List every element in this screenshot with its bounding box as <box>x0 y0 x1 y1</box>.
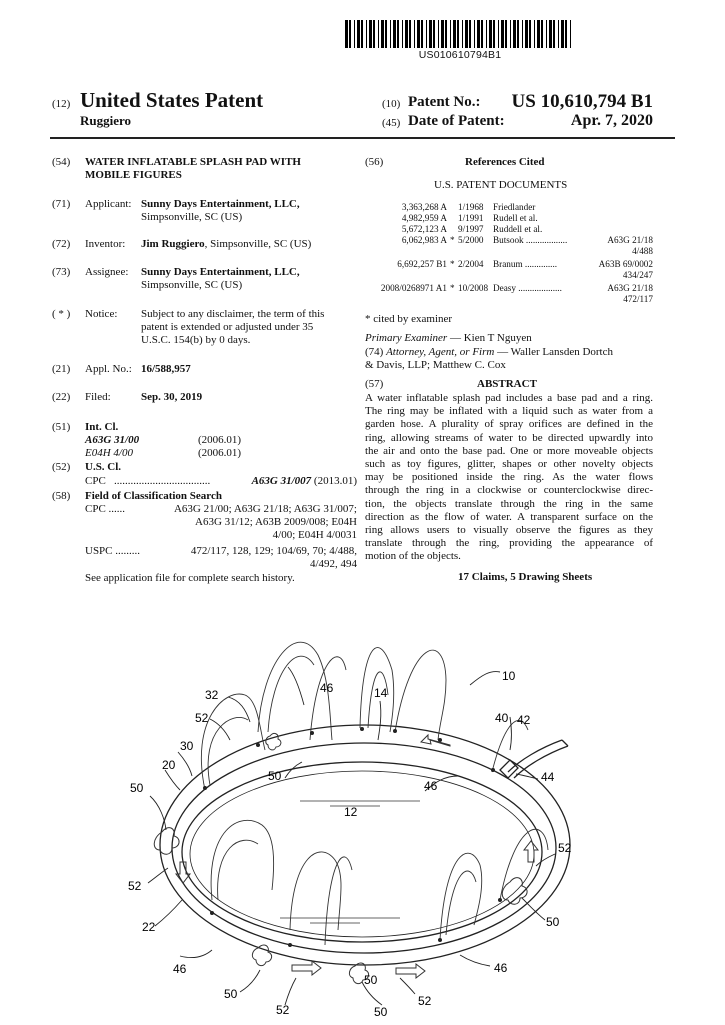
inventor-name: Jim Ruggiero <box>141 238 205 250</box>
notice-line-2: patent is extended or adjusted under 35 <box>141 321 314 333</box>
orifice <box>310 731 314 735</box>
ref-number: 2008/0268971 A1 <box>380 283 447 293</box>
ref-date: 1/1991 <box>458 213 484 223</box>
barcode-bar <box>549 20 552 48</box>
label-50: 50 <box>374 1005 388 1019</box>
barcode-bar <box>441 20 444 48</box>
orifice <box>498 898 502 902</box>
abstract-code: (57) <box>365 378 384 390</box>
attorney-line-2: & Davis, LLP; Matthew C. Cox <box>365 359 506 371</box>
label-50: 50 <box>224 987 238 1001</box>
orifice <box>393 729 397 733</box>
barcode-bar <box>354 20 355 48</box>
water-stream <box>325 857 352 945</box>
ref-number: 4,982,959 A <box>401 213 447 223</box>
label-52: 52 <box>276 1003 290 1017</box>
ref-class-secondary: 4/488 <box>632 246 653 256</box>
field-cpc-label: CPC ...... <box>85 503 126 515</box>
notice-label: Notice: <box>85 308 118 320</box>
notice-line-3: U.S.C. 154(b) by 0 days. <box>141 334 251 346</box>
ref-class: A63G 21/18 <box>607 283 653 293</box>
barcode-bar <box>417 20 420 48</box>
barcode-bar <box>486 20 487 48</box>
ref-date: 10/2008 <box>458 283 489 293</box>
barcode-bar <box>373 20 375 48</box>
barcode-bar <box>546 20 547 48</box>
label-52: 52 <box>418 994 432 1008</box>
label-10: 10 <box>502 669 516 683</box>
flow-arrow <box>176 862 190 883</box>
barcode-bar <box>349 20 351 48</box>
barcode-bar <box>366 20 367 48</box>
references-code: (56) <box>365 156 384 168</box>
barcode-bar <box>429 20 432 48</box>
barcode-bar <box>561 20 564 48</box>
abstract-line: direction as the flow of water. A transparent surface on the <box>365 510 653 523</box>
applicant-label: Applicant: <box>85 198 132 210</box>
primary-examiner <box>365 332 532 345</box>
us-cl-label: U.S. Cl. <box>85 461 122 473</box>
abstract-title: ABSTRACT <box>477 378 537 390</box>
abstract-line: through the ring in a clockwise or counterclockwise direc- <box>365 484 653 497</box>
claims-summary: 17 Claims, 5 Drawing Sheets <box>458 571 593 583</box>
water-stream <box>208 718 248 785</box>
applicant-code: (71) <box>52 198 71 210</box>
barcode-bar <box>445 20 447 48</box>
ref-date: 5/2000 <box>458 235 484 245</box>
abstract-line: tion, the objects translate through the ring in the same <box>365 497 653 510</box>
barcode-bar <box>498 20 499 48</box>
field-uspc-label: USPC ......... <box>85 545 141 557</box>
barcode-bar <box>565 20 567 48</box>
label-30: 30 <box>180 739 194 753</box>
water-stream <box>268 656 314 732</box>
field-uspc-line-1: 472/117, 128, 129; 104/69, 70; 4/488, <box>190 545 357 557</box>
label-46: 46 <box>320 681 334 695</box>
ref-name: Branum .............. <box>493 259 558 269</box>
label-22: 22 <box>142 920 156 934</box>
label-44: 44 <box>541 770 555 784</box>
barcode-bar <box>505 20 507 48</box>
patent-number: US 10,610,794 B1 <box>511 91 653 112</box>
barcode-bar <box>438 20 439 48</box>
barcode-bar <box>469 20 471 48</box>
barcode-bar <box>525 20 528 48</box>
us-cl-entry <box>252 475 357 488</box>
barcode-bar <box>361 20 363 48</box>
spray-orifices <box>203 727 502 947</box>
cited-by-examiner: * cited by examiner <box>365 313 453 325</box>
header-rule <box>50 137 675 139</box>
barcode-bar <box>534 20 535 48</box>
title-line-2: MOBILE FIGURES <box>85 169 182 181</box>
applicant-location: Simpsonville, SC (US) <box>141 211 243 223</box>
label-50: 50 <box>268 769 282 783</box>
int-cl-label: Int. Cl. <box>85 421 119 433</box>
ref-date: 1/1968 <box>458 202 484 212</box>
us-cl-value: A63G 31/007 <box>251 475 312 487</box>
barcode-bar <box>390 20 391 48</box>
flow-arrow <box>292 961 321 975</box>
label-40: 40 <box>495 711 509 725</box>
filed-date: Sep. 30, 2019 <box>141 391 203 403</box>
barcode-bar <box>381 20 384 48</box>
field-uspc-line-2: 4/492, 494 <box>309 558 357 570</box>
ref-class-secondary: 472/117 <box>623 294 653 304</box>
barcode-bar <box>553 20 555 48</box>
title-line-1: WATER INFLATABLE SPLASH PAD WITH <box>85 156 301 168</box>
barcode-bar <box>369 20 372 48</box>
int-cl-version: (2006.01) <box>198 447 242 459</box>
inventor-location: , Simpsonville, SC (US) <box>204 238 312 250</box>
label-14: 14 <box>374 686 388 700</box>
barcode-number: US010610794B1 <box>418 49 502 61</box>
abstract-line: may be positioned inside the ring. As the water flows <box>365 471 653 484</box>
inventor-entry <box>141 238 311 251</box>
barcode-bar <box>501 20 504 48</box>
ref-class: A63G 21/18 <box>607 235 653 245</box>
abstract-line: A water inflatable splash pad includes a base pad and a ring. <box>365 392 653 404</box>
ref-star: * <box>450 283 455 293</box>
barcode-bar <box>426 20 427 48</box>
orifice <box>491 768 495 772</box>
barcode-bar <box>513 20 516 48</box>
label-52: 52 <box>128 879 142 893</box>
barcode-bar <box>493 20 495 48</box>
label-46: 46 <box>494 961 508 975</box>
label-50: 50 <box>130 781 144 795</box>
abstract-line: the air and onto the base pad. One or more moveable objects <box>365 444 653 457</box>
filed-code: (22) <box>52 391 71 403</box>
label-50: 50 <box>546 915 560 929</box>
barcode-bar <box>529 20 531 48</box>
us-cl-code: (52) <box>52 461 71 473</box>
barcode-bar <box>481 20 483 48</box>
orifice <box>360 727 364 731</box>
inventor-code: (72) <box>52 238 71 250</box>
barcode-bar <box>558 20 559 48</box>
label-52: 52 <box>558 841 572 855</box>
references-subtitle: U.S. PATENT DOCUMENTS <box>434 179 568 191</box>
orifice <box>256 743 260 747</box>
label-52: 52 <box>195 711 209 725</box>
attorney-line-1: — Waller Lansden Dortch <box>497 346 613 358</box>
barcode-bar <box>517 20 519 48</box>
date-code: (45) <box>382 117 401 129</box>
doc-code: (12) <box>52 98 71 110</box>
abstract-line: translate through the ring, providing the appearance of <box>365 537 653 550</box>
int-cl-class: E04H 4/00 <box>85 447 133 459</box>
field-cpc-line-3: 4/00; E04H 4/0031 <box>272 529 357 541</box>
barcode-bar <box>450 20 451 48</box>
barcode-bar <box>393 20 396 48</box>
barcode-bar <box>405 20 408 48</box>
water-surface-lines <box>280 801 420 923</box>
abstract-line: motion of the objects. <box>365 550 461 563</box>
appl-number: 16/588,957 <box>141 363 191 375</box>
assignee-location: Simpsonville, SC (US) <box>141 279 243 291</box>
patent-no-label: Patent No.: <box>408 94 481 110</box>
barcode-bar <box>465 20 468 48</box>
primary-examiner-name: — Kien T Nguyen <box>449 332 532 344</box>
field-cpc-line-1: A63G 21/00; A63G 21/18; A63G 31/007; <box>173 503 357 515</box>
label-20: 20 <box>162 758 176 772</box>
assignee-name: Sunny Days Entertainment, LLC, <box>141 266 300 278</box>
us-cl-dots: ................................... <box>114 475 211 487</box>
notice-line-1: Subject to any disclaimer, the term of this <box>141 308 325 320</box>
flow-arrow <box>396 964 425 978</box>
patent-no-code: (10) <box>382 98 401 110</box>
barcode-bar <box>402 20 403 48</box>
ref-date: 9/1997 <box>458 224 484 234</box>
us-cl-year: (2013.01) <box>313 475 357 487</box>
abstract-line: garden hose. A plurality of spray orifices are defined in the <box>365 418 653 431</box>
base-pad <box>190 771 534 937</box>
label-32: 32 <box>205 688 219 702</box>
leader-lines <box>148 667 555 1005</box>
int-cl-code: (51) <box>52 421 71 433</box>
barcode-bar <box>345 20 348 48</box>
barcode-bar <box>537 20 540 48</box>
ref-name: Ruddell et al. <box>493 224 543 234</box>
abstract-line: ring allows users to visually observe the figures as they <box>365 524 653 537</box>
label-50: 50 <box>364 973 378 987</box>
inventor-label: Inventor: <box>85 238 126 250</box>
hose <box>508 740 562 772</box>
abstract-line: such as toy figures, glitter, shapes or other novelty objects <box>365 458 653 471</box>
water-stream <box>218 840 258 900</box>
label-46: 46 <box>173 962 187 976</box>
abstract-line: The ring may be inflated with a liquid such as water from a <box>365 405 653 418</box>
barcode-bar <box>522 20 523 48</box>
references-title: References Cited <box>465 156 545 168</box>
ref-star: * <box>450 259 455 269</box>
barcode-bar <box>385 20 387 48</box>
abstract-text <box>365 392 653 564</box>
ref-name: Friedlander <box>493 202 536 212</box>
attorney-label: Attorney, Agent, or Firm <box>386 346 495 358</box>
barcode-bar <box>409 20 411 48</box>
orifice <box>203 786 207 790</box>
hose-end <box>562 740 568 746</box>
barcode-bar <box>433 20 435 48</box>
inventor-surname: Ruggiero <box>80 113 132 128</box>
patent-drawing <box>0 600 725 1025</box>
orifice <box>438 938 442 942</box>
barcode-bar <box>570 20 571 48</box>
barcode-bar <box>414 20 415 48</box>
ref-name: Rudell et al. <box>493 213 538 223</box>
field-cpc-line-2: A63G 31/12; A63B 2009/008; E04H <box>195 516 357 528</box>
us-cl-cpc-label: CPC <box>85 475 106 487</box>
primary-examiner-label: Primary Examiner <box>365 332 448 344</box>
ref-number: 5,672,123 A <box>401 224 447 234</box>
ring-inner <box>182 762 542 942</box>
appl-code: (21) <box>52 363 71 375</box>
barcode-bar <box>462 20 463 48</box>
barcode-bar <box>453 20 456 48</box>
barcode-bar <box>457 20 459 48</box>
ref-name: Deasy ................... <box>493 283 562 293</box>
barcode-bar <box>378 20 379 48</box>
abstract-line: ring, allowing streams of water to be directed upwardly into <box>365 431 653 444</box>
ref-number: 6,692,257 B1 <box>397 259 447 269</box>
applicant-name: Sunny Days Entertainment, LLC, <box>141 198 300 210</box>
label-46: 46 <box>424 779 438 793</box>
flow-arrow <box>524 841 538 862</box>
label-12: 12 <box>344 805 358 819</box>
ref-class-secondary: 434/247 <box>622 270 653 280</box>
ref-number: 6,062,983 A <box>401 235 447 245</box>
barcode-bar <box>541 20 543 48</box>
field-code: (58) <box>52 490 71 502</box>
int-cl-version: (2006.01) <box>198 434 242 446</box>
notice-code: ( * ) <box>52 308 71 320</box>
doc-type: United States Patent <box>80 88 264 112</box>
barcode-bar <box>510 20 511 48</box>
barcode <box>345 20 575 48</box>
barcode-bar <box>397 20 399 48</box>
mobile-figure <box>154 828 179 855</box>
orifice <box>288 943 292 947</box>
ref-number: 3,363,268 A <box>401 202 447 212</box>
water-stream <box>492 720 528 772</box>
label-42: 42 <box>517 713 531 727</box>
field-label: Field of Classification Search <box>85 490 222 502</box>
ref-star: * <box>450 235 455 245</box>
int-cl-class: A63G 31/00 <box>85 434 140 446</box>
flow-arrow <box>421 735 450 746</box>
water-stream <box>211 820 274 900</box>
barcode-bar <box>489 20 492 48</box>
barcode-bar <box>421 20 423 48</box>
title-code: (54) <box>52 156 71 168</box>
ref-date: 2/2004 <box>458 259 484 269</box>
patent-date: Apr. 7, 2020 <box>570 112 653 129</box>
orifice <box>210 911 214 915</box>
barcode-bar <box>474 20 475 48</box>
field-see-note: See application file for complete search history. <box>85 572 295 584</box>
ref-class: A63B 69/0002 <box>598 259 653 269</box>
filed-label: Filed: <box>85 391 111 403</box>
water-stream <box>201 694 265 790</box>
date-label: Date of Patent: <box>408 113 505 129</box>
appl-label: Appl. No.: <box>85 363 132 375</box>
assignee-code: (73) <box>52 266 71 278</box>
ref-name: Butsook .................. <box>493 235 568 245</box>
attorney-code: (74) <box>365 346 384 358</box>
assignee-label: Assignee: <box>85 266 129 278</box>
barcode-bar <box>477 20 480 48</box>
barcode-bar <box>357 20 360 48</box>
attorney <box>365 346 613 359</box>
